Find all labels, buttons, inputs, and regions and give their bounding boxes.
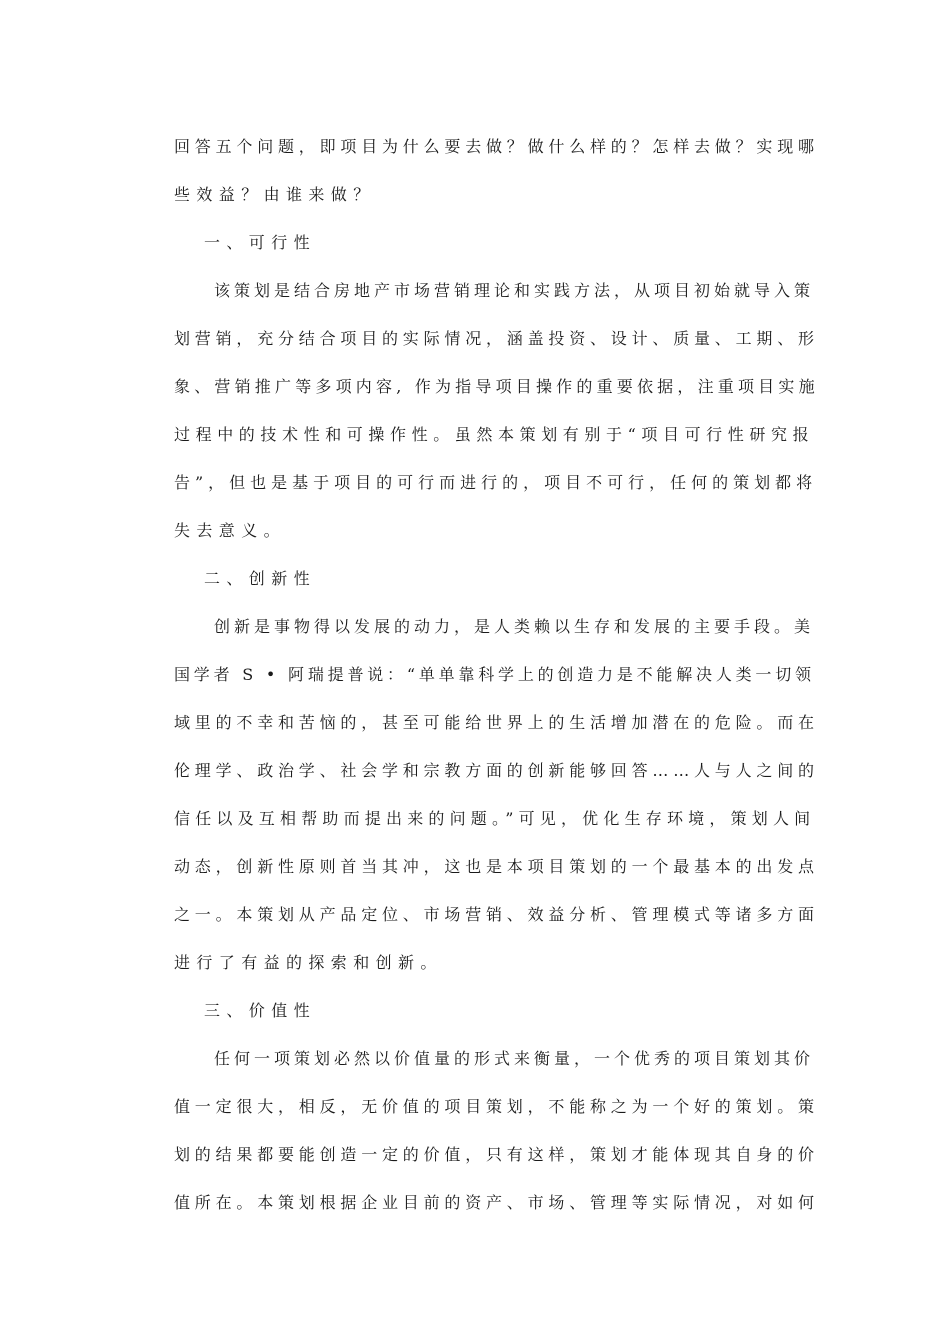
text-line: 象、营销推广等多项内容, 作为指导项目操作的重要依据，注重项目实施 <box>174 377 819 396</box>
text-line: 国学者 S • 阿瑞提普说：“单单靠科学上的创造力是不能解决人类一切领 <box>174 665 815 684</box>
text-line: 之一。本策划从产品定位、市场营销、效益分析、管理模式等诸多方面 <box>174 905 819 924</box>
text-line: 回答五个问题，即项目为什么要去做？做什么样的？怎样去做？实现哪 <box>174 137 819 156</box>
text-line: 划的结果都要能创造一定的价值，只有这样，策划才能体现其自身的价 <box>174 1145 819 1164</box>
text-line: 值所在。本策划根据企业目前的资产、市场、管理等实际情况，对如何 <box>174 1193 819 1212</box>
section-heading-feasibility: 一、可行性 <box>204 233 317 252</box>
text-line: 失去意义。 <box>174 521 287 540</box>
text-line: 域里的不幸和苦恼的，甚至可能给世界上的生活增加潜在的危险。而在 <box>174 713 819 732</box>
text-line: 些效益？由谁来做？ <box>174 185 376 204</box>
text-line: 告”，但也是基于项目的可行而进行的，项目不可行，任何的策划都将 <box>174 473 818 492</box>
text-line: 过程中的技术性和可操作性。虽然本策划有别于“项目可行性研究报 <box>174 425 815 444</box>
text-line: 信任以及互相帮助而提出来的问题。”可见，优化生存环境，策划人间 <box>174 809 816 828</box>
text-line: 划营销，充分结合项目的实际情况，涵盖投资、设计、质量、工期、形 <box>174 329 819 348</box>
text-line: 任何一项策划必然以价值量的形式来衡量，一个优秀的项目策划其价 <box>214 1049 815 1068</box>
text-line: 该策划是结合房地产市场营销理论和实践方法，从项目初始就导入策 <box>214 281 815 300</box>
text-line: 伦理学、政治学、社会学和宗教方面的创新能够回答……人与人之间的 <box>174 761 819 780</box>
section-heading-value: 三、价值性 <box>204 1001 317 1020</box>
text-line: 动态，创新性原则首当其冲，这也是本项目策划的一个最基本的出发点 <box>174 857 819 876</box>
text-line: 值一定很大，相反，无价值的项目策划，不能称之为一个好的策划。策 <box>174 1097 819 1116</box>
text-line: 进行了有益的探索和创新。 <box>174 953 443 972</box>
section-heading-innovation: 二、创新性 <box>204 569 317 588</box>
text-line: 创新是事物得以发展的动力，是人类赖以生存和发展的主要手段。美 <box>214 617 815 636</box>
